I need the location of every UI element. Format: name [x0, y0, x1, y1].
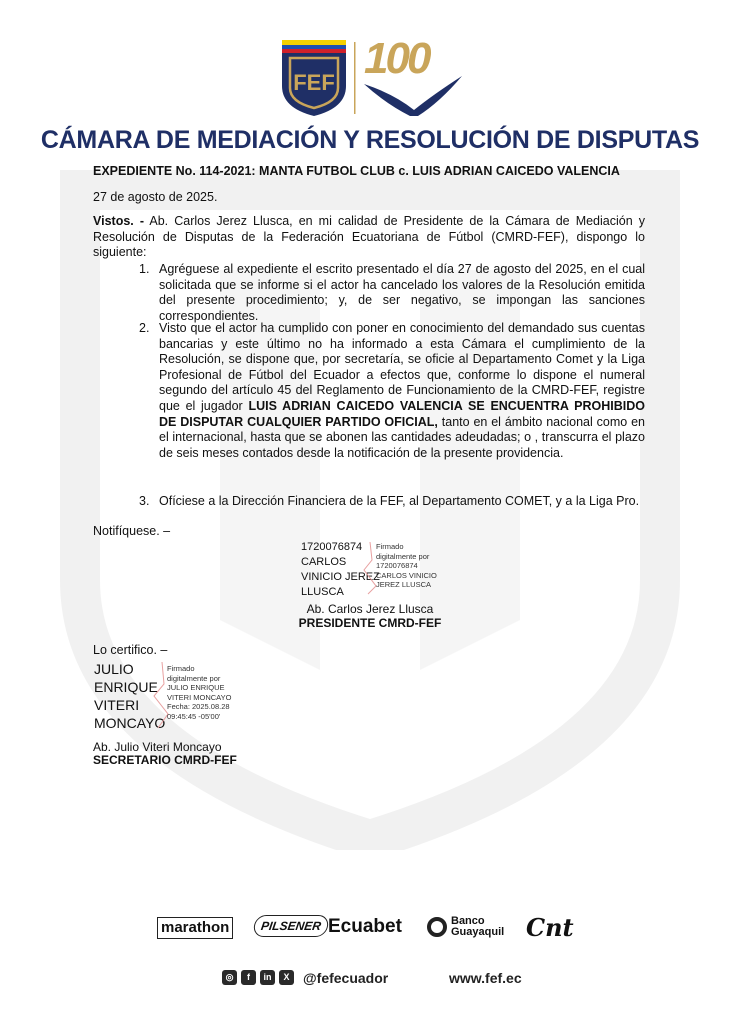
sponsor-banco-guayaquil-logo: [426, 912, 504, 942]
signature-line: MONCAYO: [94, 715, 166, 731]
stamp-line: JULIO ENRIQUE: [167, 683, 225, 693]
secretary-name: Ab. Julio Viteri Moncayo: [93, 740, 222, 754]
president-role: PRESIDENTE CMRD-FEF: [298, 616, 442, 630]
website-link[interactable]: www.fef.ec: [449, 970, 522, 986]
president-name: Ab. Carlos Jerez Llusca: [306, 602, 434, 616]
signature-line: ENRIQUE: [94, 679, 158, 695]
facebook-icon[interactable]: f: [241, 970, 256, 985]
stamp-line: digitalmente por: [376, 551, 430, 561]
signature-line: CARLOS: [301, 556, 347, 568]
social-handle[interactable]: @fefecuador: [303, 970, 389, 986]
x-icon[interactable]: X: [279, 970, 294, 985]
vistos-paragraph: [93, 214, 645, 261]
item-text-bold: LUIS ADRIAN CAICEDO VALENCIA SE ENCUENTRA PROHIBIDO DE DISPUTAR CUALQUIER PARTIDO OFICIAL,: [159, 398, 646, 429]
signature-line: LLUSCA: [301, 586, 344, 598]
document-date: 27 de agosto de 2025.: [93, 190, 218, 204]
signature-line: VITERI: [94, 697, 140, 713]
item-number: 2.: [139, 321, 150, 335]
linkedin-icon[interactable]: in: [260, 970, 275, 985]
page-title: CÁMARA DE MEDIACIÓN Y RESOLUCIÓN DE DISPUTAS: [40, 126, 700, 154]
svg-text:FEF: FEF: [293, 70, 335, 95]
stamp-line: VITERI MONCAYO: [167, 692, 232, 702]
stamp-line: Firmado: [167, 664, 195, 673]
vistos-label: Vistos. -: [93, 214, 144, 228]
certify-text: Lo certifico. –: [93, 643, 168, 657]
social-icons: [222, 970, 294, 985]
stamp-line: Fecha: 2025.08.28: [167, 702, 230, 712]
signature-line: VINICIO JEREZ: [301, 571, 380, 583]
item-number: 3.: [139, 494, 150, 508]
sponsor-cnt-logo: Cnt: [526, 912, 574, 942]
condor-icon: [364, 76, 464, 116]
item-text: Ofíciese a la Dirección Financiera de la FEF, al Departamento COMET, y a la Liga Pro.: [159, 494, 640, 508]
instagram-icon[interactable]: ◎: [222, 970, 237, 985]
stamp-line: digitalmente por: [167, 673, 221, 683]
signature-line: 1720076874: [301, 541, 363, 553]
banco-line: Guayaquil: [451, 926, 505, 938]
centenary-number: 100: [364, 34, 429, 83]
centenary-logo: [364, 34, 470, 118]
secretary-digital-stamp: [167, 664, 231, 722]
sponsor-pilsener-logo: PILSENER: [252, 915, 329, 937]
stamp-line: 09:45:45 -05'00': [167, 711, 221, 721]
case-line: EXPEDIENTE No. 114-2021: MANTA FUTBOL CLUB c. LUIS ADRIAN CAICEDO VALENCIA: [93, 164, 620, 178]
banco-line: Banco: [451, 915, 485, 927]
sponsor-marathon-logo: marathon: [157, 917, 233, 939]
stamp-line: Firmado: [376, 542, 404, 551]
stamp-line: 1720076874: [376, 561, 418, 571]
header-logos: [280, 34, 470, 118]
banco-ring-icon: [426, 916, 448, 938]
stamp-line: JEREZ LLUSCA: [376, 580, 432, 590]
item-text: Agréguese al expediente el escrito presentado el día 27 de agosto del 2025, en el cual solicitada que se informe si el actor ha cancelado los valores de la Resolución emitida del presente procedimiento; y, de ser negativo, se impongan las sanciones correspondientes.: [159, 262, 645, 323]
item-text: [159, 321, 645, 461]
stamp-line: CARLOS VINICIO: [376, 570, 437, 580]
item-number: 1.: [139, 262, 150, 276]
secretary-role: SECRETARIO CMRD-FEF: [93, 753, 237, 767]
sponsor-ecuabet-logo: Ecuabet: [328, 916, 402, 937]
president-digital-stamp: [376, 542, 437, 590]
signature-line: JULIO: [94, 661, 134, 677]
item-text-part: Visto que el actor ha cumplido con poner en conocimiento del demandado sus cuentas bancarias y este último no ha informado a esta Cámara el cumplimiento de la Resolución, se dispone que, por secretaría, se oficie al Departamento Comet y la Liga Profesional de Fútbol del Ecuador a efectos que, conforme lo dispone el numeral segundo del artículo 45 del Reglamento de Funcionamiento de la CMRD-FEF, registre que el jugador: [159, 321, 645, 413]
item-text-part: tanto en el ámbito nacional como en el internacional, hasta que se abonen las cantidades adeudadas; o , transcurra el plazo de seis meses contados desde la notificación de la presente providencia.: [159, 414, 645, 460]
notify-text: Notifíquese. –: [93, 524, 171, 538]
vistos-text: Ab. Carlos Jerez Llusca, en mi calidad de Presidente de la Cámara de Mediación y Resolución de Disputas de la Federación Ecuatoriana de Fútbol (CMRD-FEF), dispongo lo siguiente:: [93, 214, 645, 260]
